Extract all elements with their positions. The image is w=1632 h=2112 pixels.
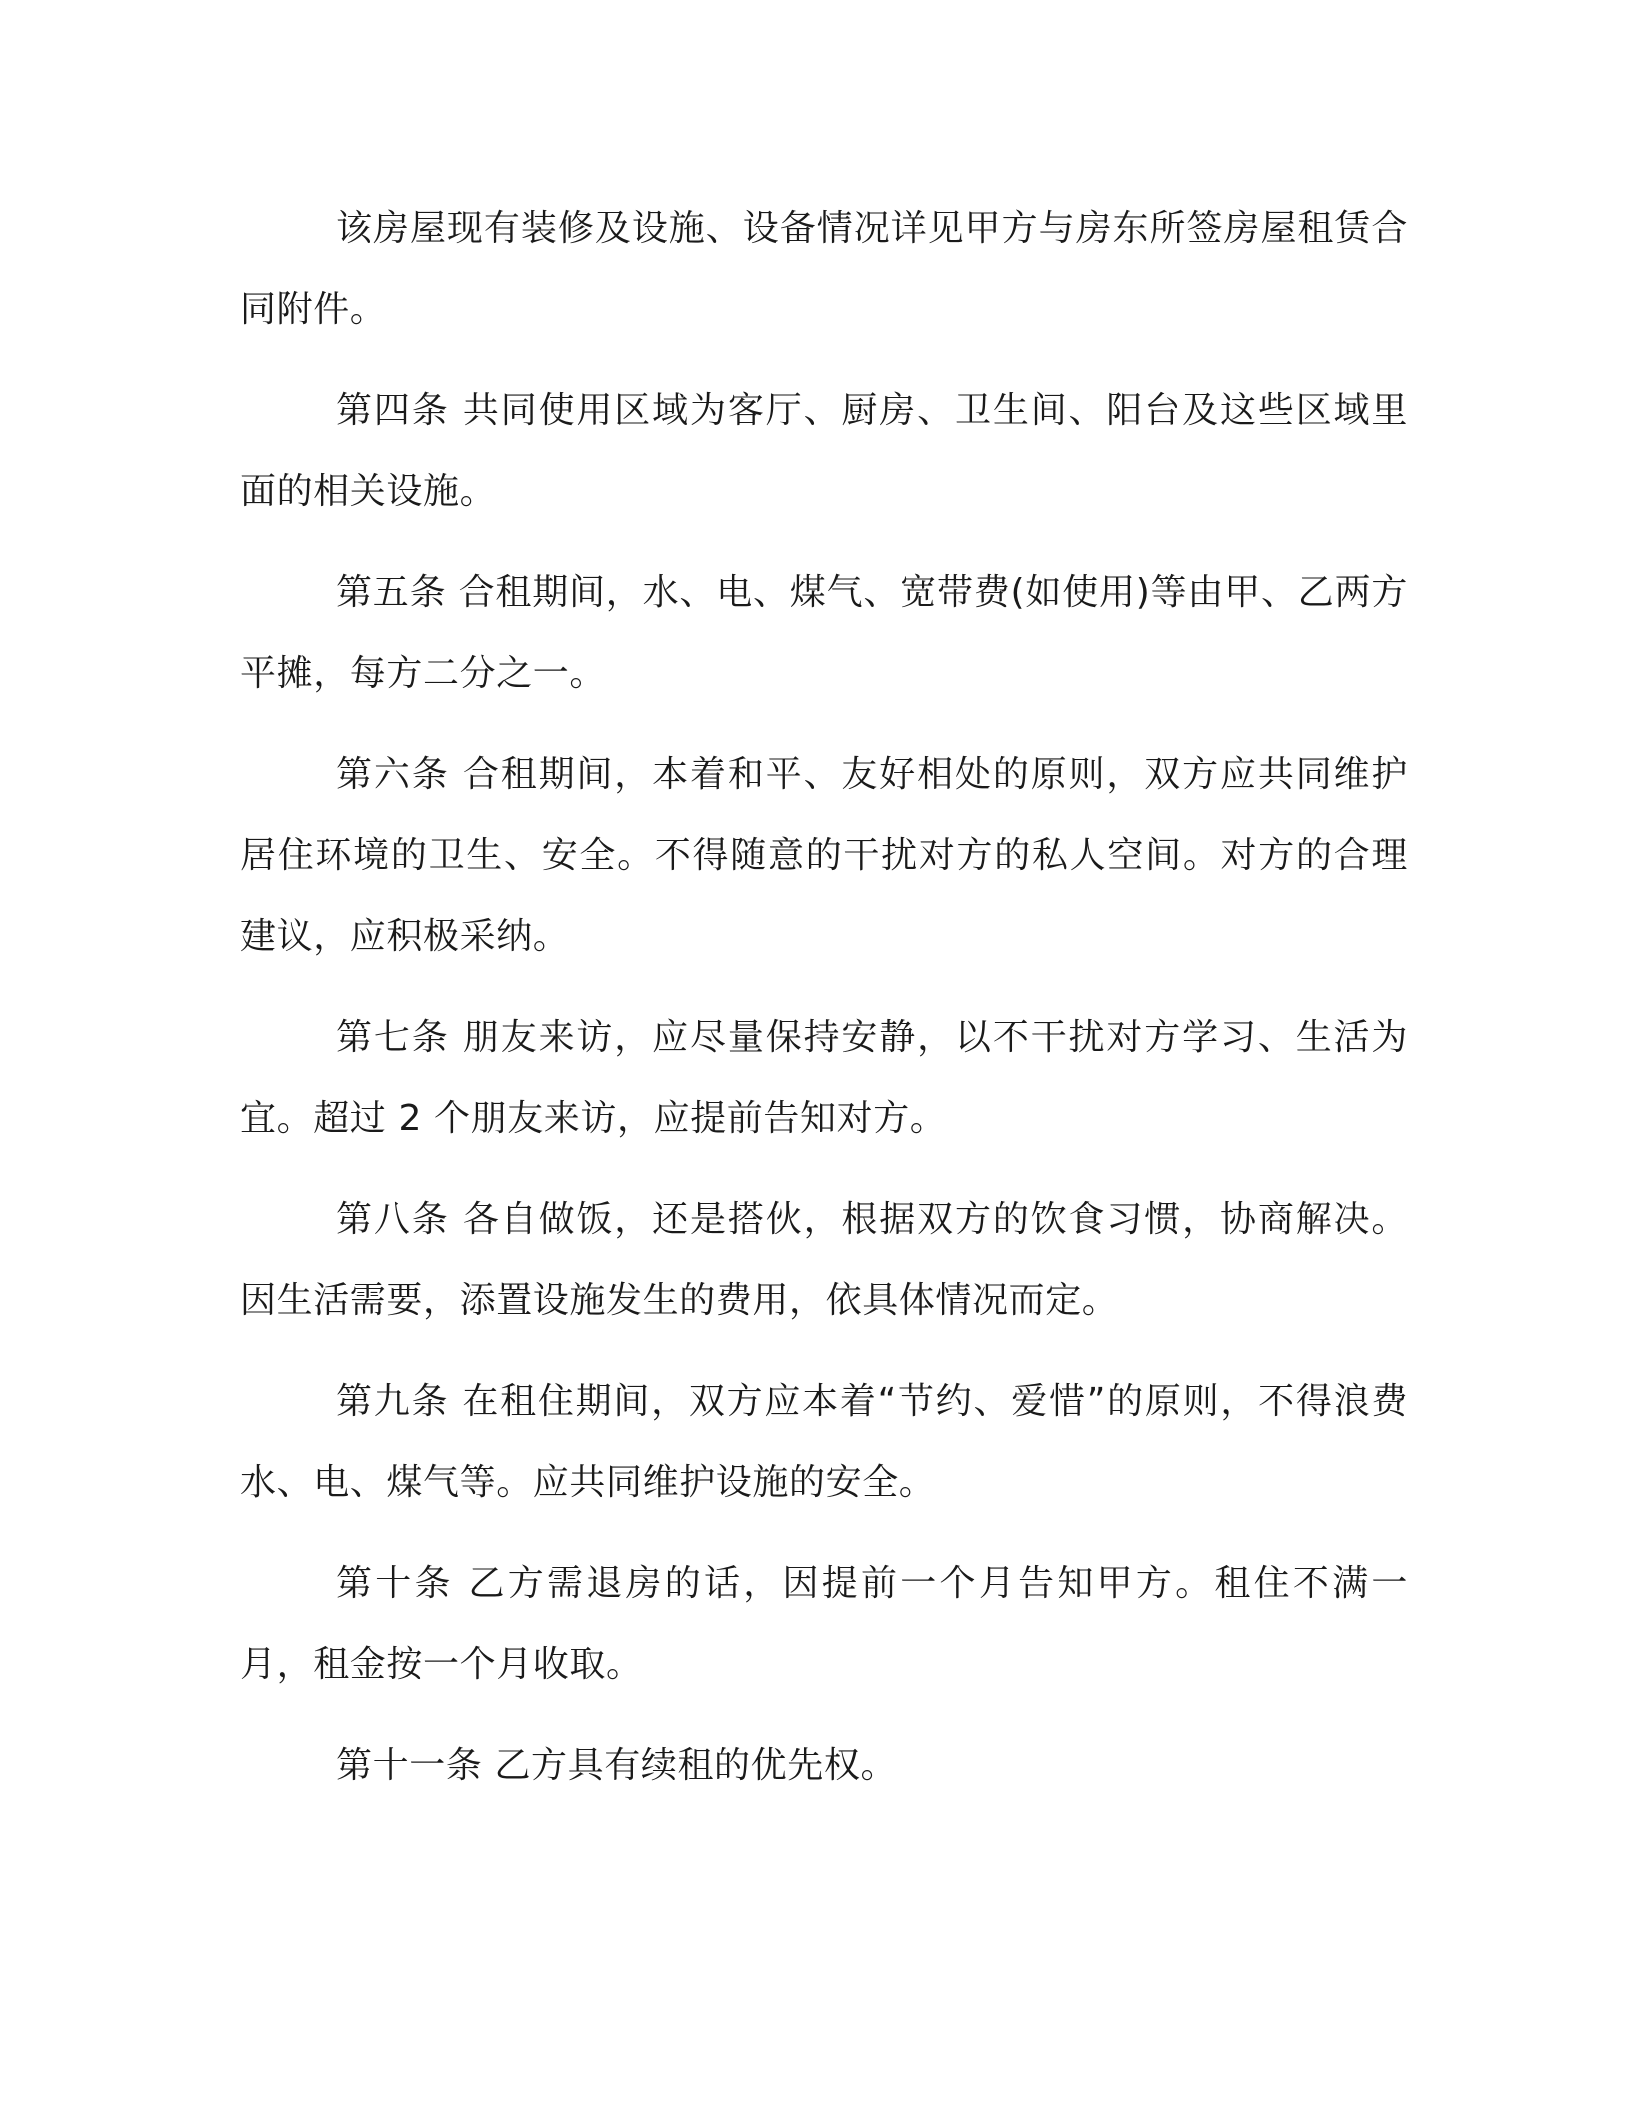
document-body	[240, 188, 1408, 1826]
paragraph-article-8: 第八条 各自做饭，还是搭伙，根据双方的饮食习惯，协商解决。因生活需要，添置设施发生的费用，依具体情况而定。	[240, 1199, 1408, 1321]
paragraph-article-6: 第六条 合租期间，本着和平、友好相处的原则，双方应共同维护居住环境的卫生、安全。不得随意的干扰对方的私人空间。对方的合理建议，应积极采纳。	[240, 754, 1408, 957]
paragraph-facilities: 该房屋现有装修及设施、设备情况详见甲方与房东所签房屋租赁合同附件。	[240, 208, 1408, 330]
paragraph-article-11: 第十一条 乙方具有续租的优先权。	[336, 1745, 898, 1786]
paragraph-article-5: 第五条 合租期间，水、电、煤气、宽带费(如使用)等由甲、乙两方平摊，每方二分之一。	[240, 572, 1408, 694]
paragraph-article-10: 第十条 乙方需退房的话，因提前一个月告知甲方。租住不满一月，租金按一个月收取。	[240, 1563, 1408, 1685]
paragraph-article-4: 第四条 共同使用区域为客厅、厨房、卫生间、阳台及这些区域里面的相关设施。	[240, 390, 1408, 512]
paragraph-article-7: 第七条 朋友来访，应尽量保持安静，以不干扰对方学习、生活为宜。超过 2 个朋友来访，应提前告知对方。	[240, 1017, 1408, 1139]
paragraph-article-9: 第九条 在租住期间，双方应本着“节约、爱惜”的原则，不得浪费水、电、煤气等。应共同维护设施的安全。	[240, 1381, 1408, 1503]
